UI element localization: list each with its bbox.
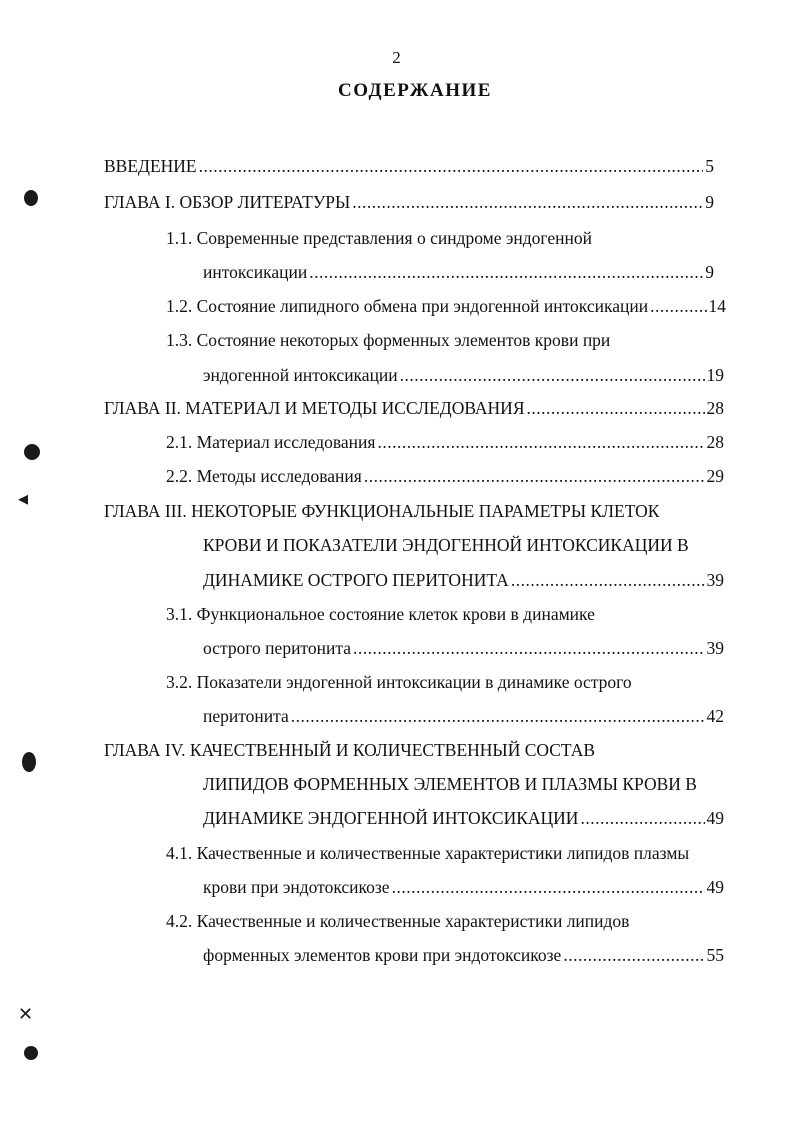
toc-entry-section-4-1[interactable] [166, 843, 689, 863]
toc-entry-chapter-4[interactable] [104, 740, 595, 760]
toc-entry-chapter-1[interactable] [104, 192, 714, 212]
toc-entry-text: ВВЕДЕНИЕ [104, 156, 197, 176]
toc-entry-page: 5 [705, 156, 714, 176]
dot-leader [377, 432, 704, 452]
toc-entry-text: ГЛАВА I. ОБЗОР ЛИТЕРАТУРЫ [104, 192, 351, 212]
page-number: 2 [392, 48, 401, 67]
scan-smudge [24, 190, 38, 206]
toc-entry-text-cont: интоксикации [203, 262, 308, 282]
toc-entry-text: ГЛАВА II. МАТЕРИАЛ И МЕТОДЫ ИССЛЕДОВАНИЯ [104, 398, 525, 418]
toc-entry-text: 2.1. Материал исследования [166, 432, 376, 452]
toc-entry-text-cont: форменных элементов крови при эндотоксикозе [203, 945, 562, 965]
scan-mark: ◂ [18, 486, 29, 510]
page-title: СОДЕРЖАНИЕ [338, 80, 492, 101]
dot-leader [511, 570, 705, 590]
toc-entry-chapter-4-cont[interactable] [203, 774, 697, 794]
toc-entry-page: 39 [706, 638, 724, 658]
dot-leader [527, 398, 705, 418]
toc-entry-page: 9 [705, 192, 714, 212]
dot-leader [392, 877, 705, 897]
scan-smudge [22, 752, 36, 772]
toc-entry-text: 4.1. Качественные и количественные характеристики липидов плазмы [166, 843, 690, 863]
toc-entry-page: 42 [706, 706, 724, 726]
toc-entry-text: 2.2. Методы исследования [166, 466, 362, 486]
toc-entry-page: 49 [706, 808, 724, 828]
toc-entry-text: 3.1. Функциональное состояние клеток крови в динамике [166, 604, 595, 624]
toc-entry-section-4-1-cont[interactable] [203, 877, 724, 897]
toc-entry-text-cont: острого перитонита [203, 638, 351, 658]
toc-entry-section-3-2-cont[interactable] [203, 706, 724, 726]
toc-entry-text-cont: ЛИПИДОВ ФОРМЕННЫХ ЭЛЕМЕНТОВ И ПЛАЗМЫ КРОВИ В [203, 774, 697, 794]
dot-leader [400, 365, 705, 385]
toc-entry-page: 19 [706, 365, 724, 385]
dot-leader [650, 296, 706, 316]
toc-entry-section-4-2[interactable] [166, 911, 629, 931]
dot-leader [309, 262, 703, 282]
toc-entry-page: 39 [706, 570, 724, 590]
toc-entry-text: 4.2. Качественные и количественные характеристики липидов [166, 911, 630, 931]
scan-smudge [24, 444, 40, 460]
toc-entry-text: 1.1. Современные представления о синдроме эндогенной [166, 228, 592, 248]
dot-leader [364, 466, 705, 486]
toc-entry-text: 1.3. Состояние некоторых форменных элементов крови при [166, 330, 611, 350]
toc-entry-section-3-1-cont[interactable] [203, 638, 724, 658]
toc-entry-introduction[interactable] [104, 156, 714, 176]
toc-entry-page: 55 [706, 945, 724, 965]
toc-entry-text: 3.2. Показатели эндогенной интоксикации в динамике острого [166, 672, 632, 692]
toc-entry-section-1-3-cont[interactable] [203, 365, 724, 385]
toc-entry-text-cont: крови при эндотоксикозе [203, 877, 390, 897]
toc-entry-section-3-1[interactable] [166, 604, 595, 624]
scan-smudge [24, 1046, 38, 1060]
dot-leader [291, 706, 705, 726]
toc-entry-chapter-3-cont2[interactable] [203, 570, 724, 590]
toc-entry-section-2-2[interactable] [166, 466, 724, 486]
dot-leader [199, 156, 704, 176]
toc-entry-section-3-2[interactable] [166, 672, 632, 692]
toc-entry-text: ГЛАВА IV. КАЧЕСТВЕННЫЙ И КОЛИЧЕСТВЕННЫЙ СОСТАВ [104, 740, 596, 760]
toc-entry-chapter-3[interactable] [104, 501, 659, 521]
dot-leader [353, 638, 705, 658]
toc-entry-chapter-4-cont2[interactable] [203, 808, 724, 828]
toc-entry-text: 1.2. Состояние липидного обмена при эндогенной интоксикации [166, 296, 649, 316]
toc-entry-page: 49 [706, 877, 724, 897]
toc-entry-section-1-3[interactable] [166, 330, 610, 350]
toc-entry-text-cont: КРОВИ И ПОКАЗАТЕЛИ ЭНДОГЕННОЙ ИНТОКСИКАЦИИ В [203, 535, 689, 555]
dot-leader [352, 192, 703, 212]
toc-entry-section-1-2[interactable] [166, 296, 726, 316]
toc-entry-section-4-2-cont[interactable] [203, 945, 724, 965]
toc-entry-text-cont: перитонита [203, 706, 289, 726]
toc-entry-page: 9 [705, 262, 714, 282]
toc-entry-text-cont: эндогенной интоксикации [203, 365, 398, 385]
toc-entry-chapter-3-cont[interactable] [203, 535, 689, 555]
toc-entry-section-1-1-cont[interactable] [203, 262, 714, 282]
toc-entry-chapter-2[interactable] [104, 398, 724, 418]
toc-entry-text: ГЛАВА III. НЕКОТОРЫЕ ФУНКЦИОНАЛЬНЫЕ ПАРАМЕТРЫ КЛЕТОК [104, 501, 660, 521]
scan-mark: ✕ [18, 1004, 34, 1025]
toc-entry-page: 28 [706, 432, 724, 452]
dot-leader [580, 808, 704, 828]
toc-entry-page: 29 [706, 466, 724, 486]
toc-entry-text-cont2: ДИНАМИКЕ ЭНДОГЕННОЙ ИНТОКСИКАЦИИ [203, 808, 579, 828]
dot-leader [563, 945, 704, 965]
toc-entry-section-1-1[interactable] [166, 228, 592, 248]
toc-entry-section-2-1[interactable] [166, 432, 724, 452]
toc-entry-text-cont2: ДИНАМИКЕ ОСТРОГО ПЕРИТОНИТА [203, 570, 509, 590]
toc-entry-page: 14 [708, 296, 726, 316]
toc-entry-page: 28 [706, 398, 724, 418]
